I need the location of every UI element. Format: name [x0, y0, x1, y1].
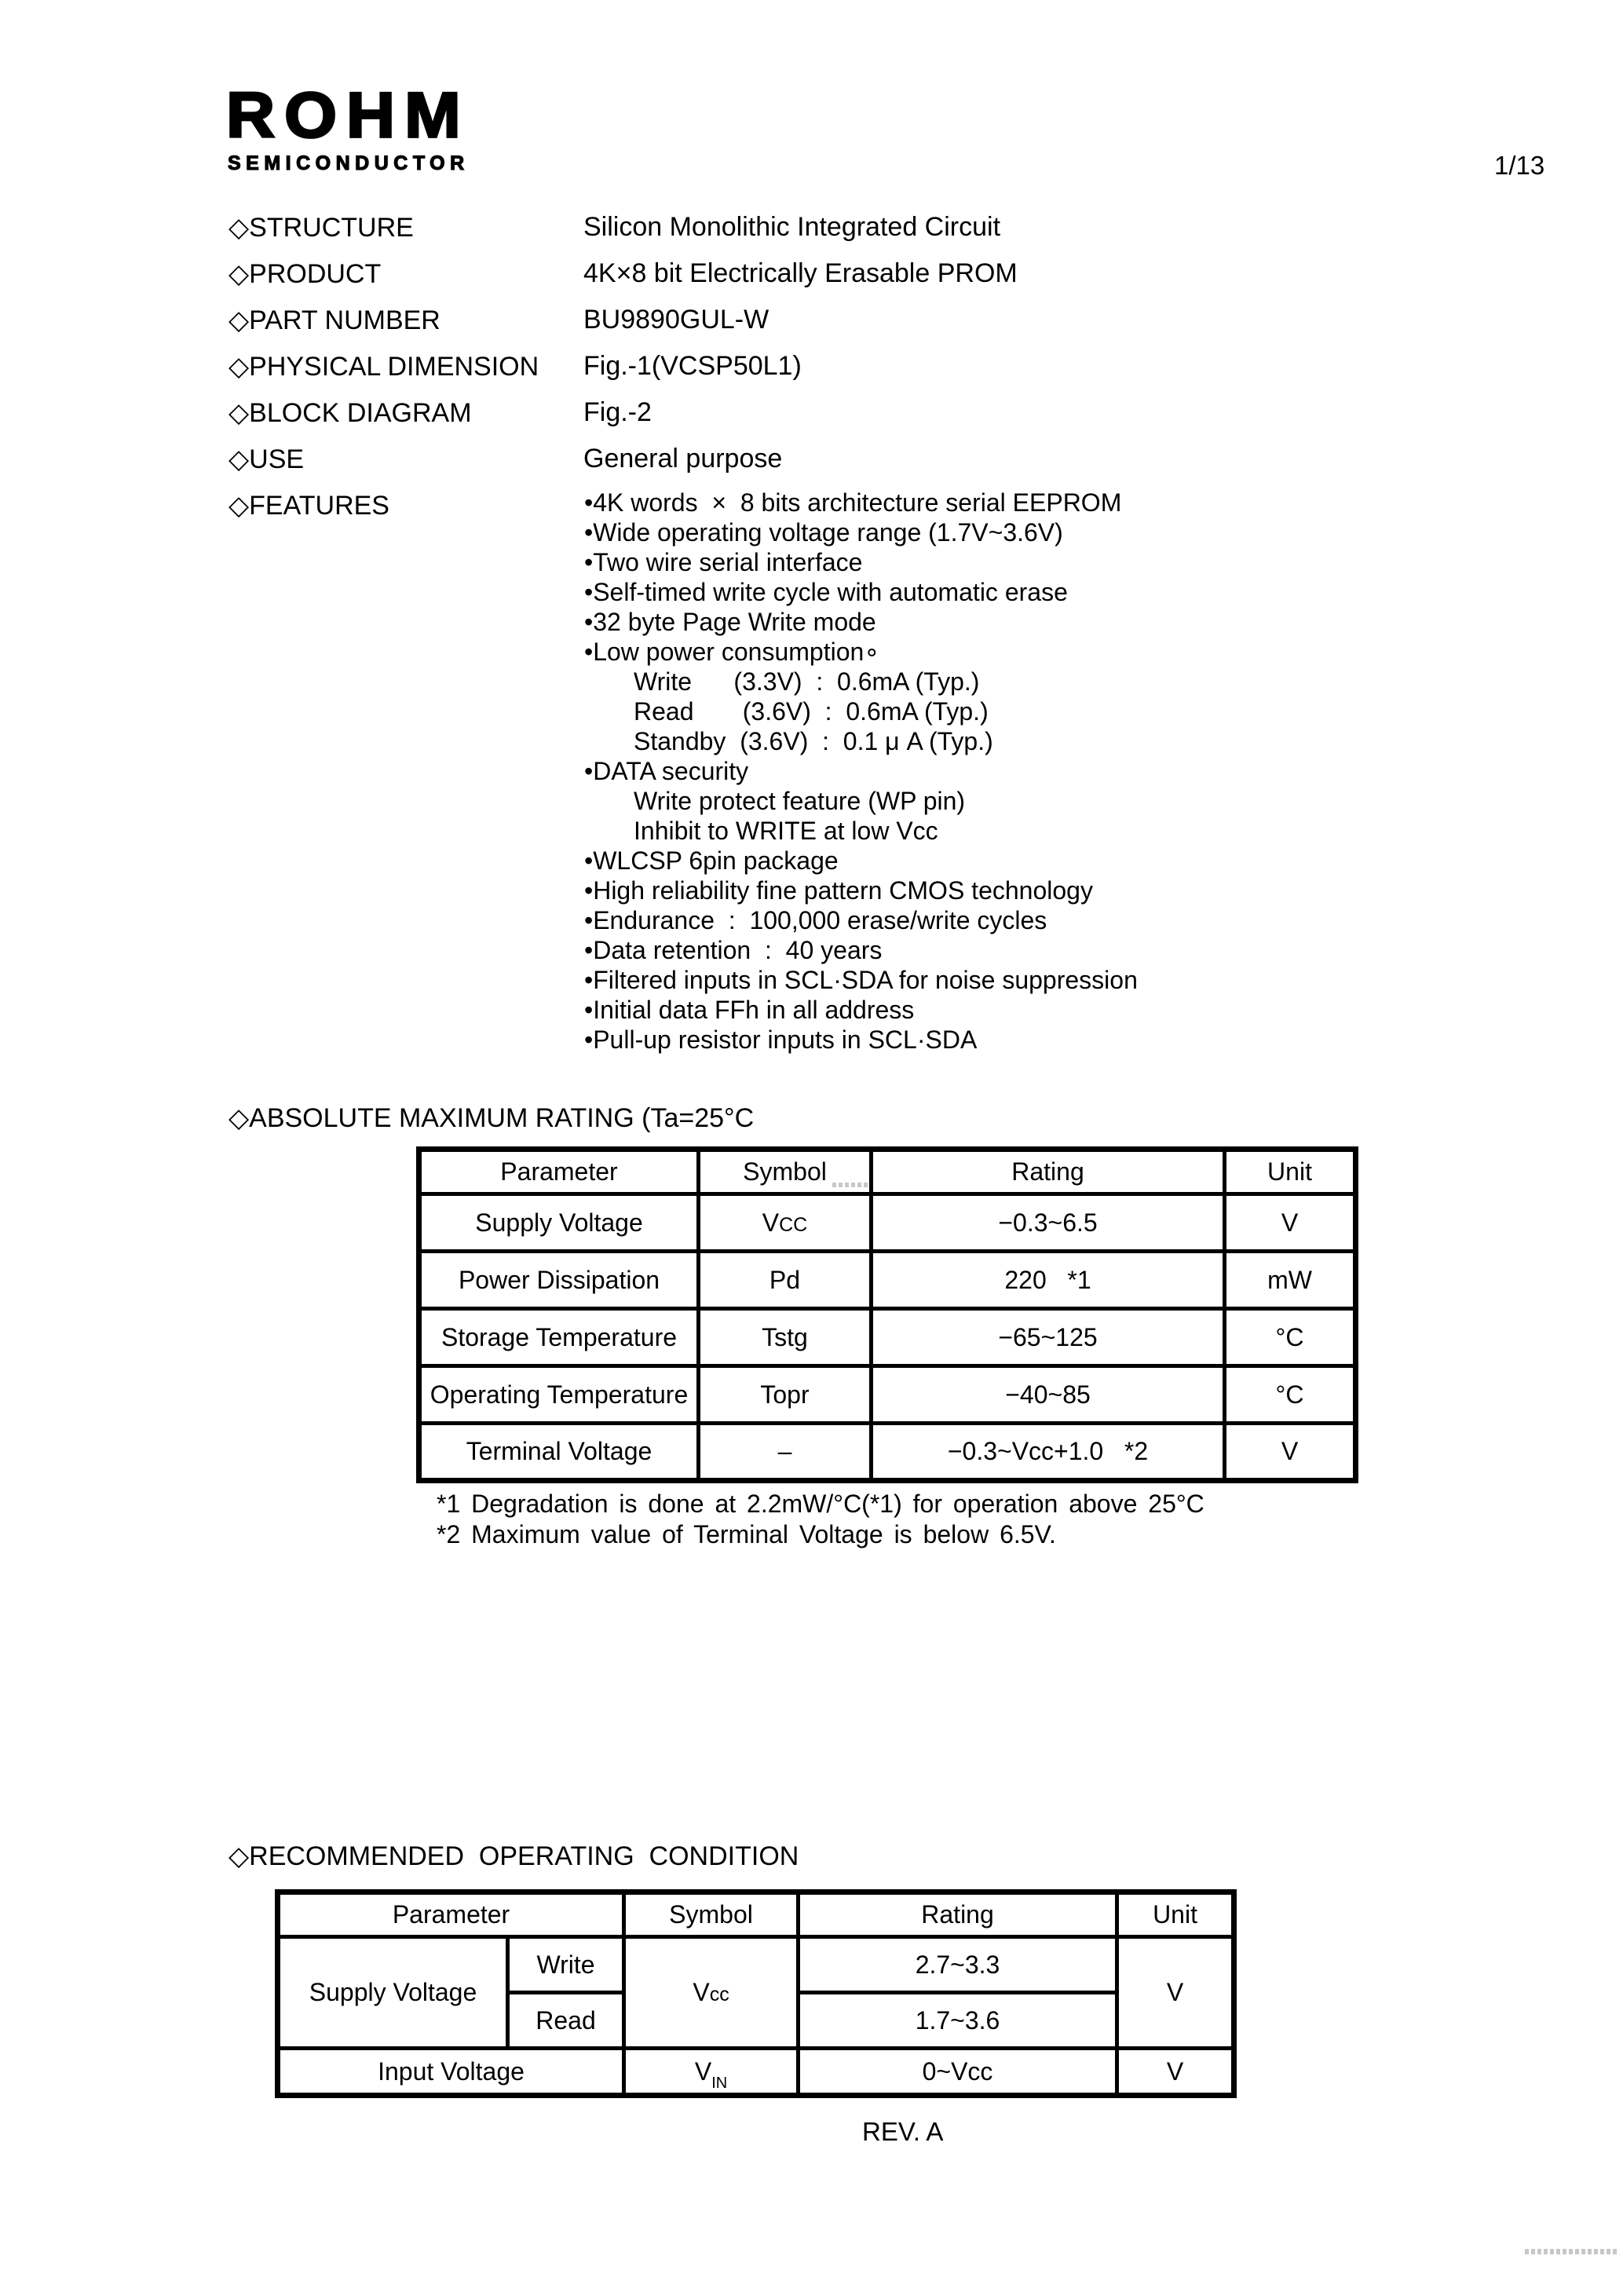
- revision-label: REV. A: [862, 2117, 944, 2146]
- spec-row-structure: [228, 212, 1328, 258]
- column-header-unit: Unit: [1225, 1150, 1356, 1194]
- spec-row-physical-dimension: [228, 351, 1328, 397]
- cell-rating: 0~Vcc: [799, 2049, 1117, 2096]
- abs-max-table: [416, 1146, 1358, 1483]
- cell-rating: −0.3~Vcc+1.0 *2: [872, 1424, 1225, 1481]
- column-header-rating: Rating: [799, 1892, 1117, 1937]
- spec-label: ◇USE: [228, 444, 305, 474]
- cell-rating-read: 1.7~3.6: [799, 1993, 1117, 2049]
- feature-line: •Endurance : 100,000 erase/write cycles: [584, 906, 1047, 934]
- cell-parameter: Supply Voltage: [419, 1194, 699, 1252]
- features-list: [584, 488, 1138, 1055]
- scan-artifact: [1525, 2249, 1618, 2254]
- cell-rating-write: 2.7~3.3: [799, 1937, 1117, 1993]
- spec-value: Fig.-1(VCSP50L1): [583, 351, 802, 381]
- cell-parameter: Operating Temperature: [419, 1366, 699, 1424]
- rec-op-table: [275, 1889, 1237, 2098]
- feature-line: •Two wire serial interface: [584, 548, 863, 576]
- cell-parameter: Supply Voltage: [278, 1937, 508, 2049]
- abs-max-notes: [437, 1489, 1204, 1550]
- spec-value: BU9890GUL-W: [583, 305, 769, 335]
- spec-value: Silicon Monolithic Integrated Circuit: [583, 212, 1001, 242]
- cell-symbol: Tstg: [699, 1309, 872, 1366]
- feature-line: •Self-timed write cycle with automatic erase: [584, 578, 1068, 606]
- spec-label: ◇PART NUMBER: [228, 305, 440, 335]
- feature-line: •Initial data FFh in all address: [584, 996, 915, 1024]
- cell-rating: 220 *1: [872, 1252, 1225, 1309]
- cell-parameter: Storage Temperature: [419, 1309, 699, 1366]
- cell-rating: −40~85: [872, 1366, 1225, 1424]
- column-header-parameter: Parameter: [278, 1892, 624, 1937]
- cell-parameter: Terminal Voltage: [419, 1424, 699, 1481]
- spec-row-product: [228, 258, 1328, 305]
- feature-line: Standby (3.6V) : 0.1 μ A (Typ.): [634, 727, 993, 755]
- feature-line: Read (3.6V) : 0.6mA (Typ.): [634, 697, 989, 726]
- cell-unit: V: [1117, 2049, 1234, 2096]
- feature-line: •WLCSP 6pin package: [584, 846, 839, 875]
- feature-line: •High reliability fine pattern CMOS technology: [584, 876, 1093, 905]
- scan-artifact: [832, 1183, 870, 1187]
- spec-label: ◇STRUCTURE: [228, 213, 414, 243]
- spec-label: ◇PRODUCT: [228, 259, 382, 289]
- cell-symbol: Pd: [699, 1252, 872, 1309]
- spec-value: 4K×8 bit Electrically Erasable PROM: [583, 258, 1018, 288]
- feature-line: •DATA security: [584, 757, 749, 785]
- feature-line: •Data retention : 40 years: [584, 936, 883, 964]
- feature-line: •4K words × 8 bits architecture serial EEPROM: [584, 488, 1122, 517]
- abs-max-heading: ◇ABSOLUTE MAXIMUM RATING (Ta=25°C: [228, 1103, 755, 1133]
- rec-op-header-row: [278, 1892, 1234, 1937]
- table-row: [419, 1424, 1356, 1481]
- cell-subparameter-read: Read: [508, 1993, 624, 2049]
- cell-unit: V: [1117, 1937, 1234, 2049]
- cell-symbol: $V_{IN}$: [624, 2049, 799, 2096]
- table-row: [419, 1252, 1356, 1309]
- feature-line: •Pull-up resistor inputs in SCL·SDA: [584, 1026, 978, 1054]
- cell-parameter: Power Dissipation: [419, 1252, 699, 1309]
- feature-line: Write protect feature (WP pin): [634, 787, 966, 815]
- feature-line: •32 byte Page Write mode: [584, 608, 876, 636]
- cell-rating: −65~125: [872, 1309, 1225, 1366]
- table-row: [419, 1194, 1356, 1252]
- rohm-logo: ROHM: [226, 79, 470, 152]
- cell-symbol: –: [699, 1424, 872, 1481]
- cell-symbol: Topr: [699, 1366, 872, 1424]
- cell-rating: −0.3~6.5: [872, 1194, 1225, 1252]
- page-number: 1/13: [1494, 151, 1545, 180]
- feature-line: •Low power consumption∘: [584, 638, 880, 666]
- cell-unit: °C: [1225, 1366, 1356, 1424]
- spec-row-block-diagram: [228, 397, 1328, 444]
- column-header-parameter: Parameter: [419, 1150, 699, 1194]
- column-header-rating: Rating: [872, 1150, 1225, 1194]
- cell-parameter: Input Voltage: [278, 2049, 624, 2096]
- cell-subparameter-write: Write: [508, 1937, 624, 1993]
- feature-line: •Wide operating voltage range (1.7V~3.6V): [584, 518, 1063, 547]
- spec-value: General purpose: [583, 444, 783, 473]
- spec-label: ◇PHYSICAL DIMENSION: [228, 352, 539, 382]
- feature-line: Inhibit to WRITE at low Vcc: [634, 817, 938, 845]
- cell-symbol: Vcc: [624, 1937, 799, 2049]
- spec-row-use: [228, 444, 1328, 490]
- spec-value: Fig.-2: [583, 397, 652, 427]
- abs-max-header-row: [419, 1150, 1356, 1194]
- column-header-symbol: Symbol: [699, 1150, 872, 1194]
- table-row: [419, 1309, 1356, 1366]
- cell-unit: °C: [1225, 1309, 1356, 1366]
- rohm-logo-subtitle: SEMICONDUCTOR: [228, 152, 470, 174]
- table-row-supply-write: [278, 1937, 1234, 1993]
- cell-unit: V: [1225, 1194, 1356, 1252]
- column-header-symbol: Symbol: [624, 1892, 799, 1937]
- table-row: [419, 1366, 1356, 1424]
- note-line: *1 Degradation is done at 2.2mW/°C(*1) for operation above 25°C: [437, 1490, 1204, 1518]
- spec-label: ◇BLOCK DIAGRAM: [228, 398, 472, 428]
- table-row-input-voltage: [278, 2049, 1234, 2096]
- feature-line: Write (3.3V) : 0.6mA (Typ.): [634, 667, 980, 696]
- spec-row-part-number: [228, 305, 1328, 351]
- rec-op-heading: ◇RECOMMENDED OPERATING CONDITION: [228, 1841, 799, 1871]
- spec-label: ◇FEATURES: [228, 491, 389, 521]
- cell-unit: mW: [1225, 1252, 1356, 1309]
- note-line: *2 Maximum value of Terminal Voltage is below 6.5V.: [437, 1520, 1056, 1548]
- cell-symbol: VCC: [699, 1194, 872, 1252]
- cell-unit: V: [1225, 1424, 1356, 1481]
- feature-line: •Filtered inputs in SCL·SDA for noise suppression: [584, 966, 1138, 994]
- column-header-unit: Unit: [1117, 1892, 1234, 1937]
